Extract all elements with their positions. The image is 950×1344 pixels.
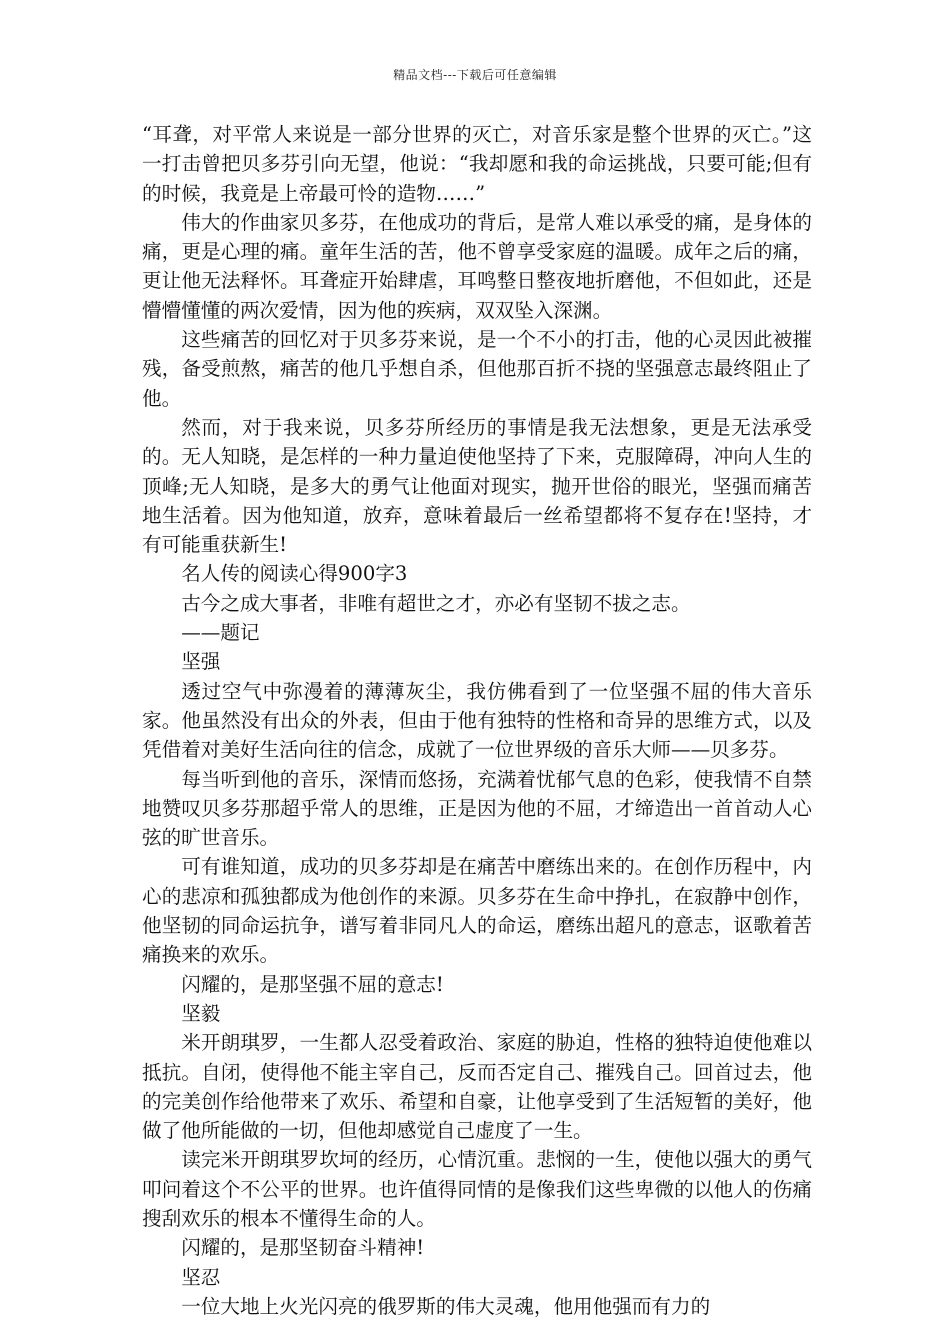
epigraph: 古今之成大事者，非唯有超世之才，亦必有坚韧不拔之志。 [181,591,691,615]
paragraph: 透过空气中弥漫着的薄薄灰尘，我仿佛看到了一位坚强不屈的伟大音乐家。他虽然没有出众的外表，但由于他有独特的性格和奇异的思维方式，以及凭借着对美好生活向往的信念，成就了一位世界级的音乐大师——贝多芬。 [142,679,812,762]
subheading: 坚强 [181,650,221,674]
subheading: 坚忍 [181,1265,221,1289]
paragraph: 闪耀的，是那坚强不屈的意志! [181,972,444,996]
paragraph: “耳聋，对平常人来说是一部分世界的灭亡，对音乐家是整个世界的灭亡。”这一打击曾把贝多芬引向无望，他说：“我却愿和我的命运挑战，只要可能;但有的时候，我竟是上帝最可怜的造物……” [142,123,812,205]
paragraph: 这些痛苦的回忆对于贝多芬来说，是一个不小的打击，他的心灵因此被摧残，备受煎熬，痛苦的他几乎想自杀，但他那百折不挠的坚强意志最终阻止了他。 [142,328,812,410]
paragraph: 伟大的作曲家贝多芬，在他成功的背后，是常人难以承受的痛，是身体的痛，更是心理的痛。童年生活的苦，他不曾享受家庭的温暖。成年之后的痛，更让他无法释怀。耳聋症开始肆虐，耳鸣整日整夜地折磨他，不但如此，还是懵懵懂懂的两次爱情，因为他的疾病，双双坠入深渊。 [142,210,812,322]
paragraph: 读完米开朗琪罗坎坷的经历，心情沉重。悲悯的一生，使他以强大的勇气叩问着这个不公平的世界。也许值得同情的是像我们这些卑微的以他人的伤痛搜刮欢乐的根本不懂得生命的人。 [142,1148,812,1230]
paragraph: 然而，对于我来说，贝多芬所经历的事情是我无法想象，更是无法承受的。无人知晓，是怎样的一种力量迫使他坚持了下来，克服障碍，冲向人生的顶峰;无人知晓，是多大的勇气让他面对现实，抛开世俗的眼光，坚强而痛苦地生活着。因为他知道，放弃，意味着最后一丝希望都将不复存在!坚持，才有可能重获新生! [142,415,812,557]
paragraph: 米开朗琪罗，一生都人忍受着政治、家庭的胁迫，性格的独特迫使他难以抵抗。自闭，使得他不能主宰自己，反而否定自己、摧残自己。回首过去，他的完美创作给他带来了欢乐、希望和自豪，让他享受到了生活短暂的美好，他做了他所能做的一切，但他却感觉自己虚度了一生。 [142,1031,812,1143]
paragraph: 每当听到他的音乐，深情而悠扬，充满着忧郁气息的色彩，使我情不自禁地赞叹贝多芬那超乎常人的思维，正是因为他的不屈，才缔造出一首首动人心弦的旷世音乐。 [142,767,812,850]
subheading: 坚毅 [181,1001,221,1025]
page-header: 精品文档---下载后可任意编辑 [393,68,557,82]
paragraph: 闪耀的，是那坚韧奋斗精神! [181,1236,425,1260]
section-title: 名人传的阅读心得900字3 [181,562,408,586]
paragraph: 一位大地上火光闪亮的俄罗斯的伟大灵魂，他用他强而有力的 [181,1294,711,1318]
paragraph: 可有谁知道，成功的贝多芬却是在痛苦中磨练出来的。在创作历程中，内心的悲凉和孤独都成为他创作的来源。贝多芬在生命中挣扎，在寂静中创作，他坚韧的同命运抗争，谱写着非同凡人的命运，磨练出超凡的意志，讴歌着苦痛换来的欢乐。 [142,855,812,967]
document-body [142,120,812,1321]
epigraph-attribution: ——题记 [181,621,260,645]
